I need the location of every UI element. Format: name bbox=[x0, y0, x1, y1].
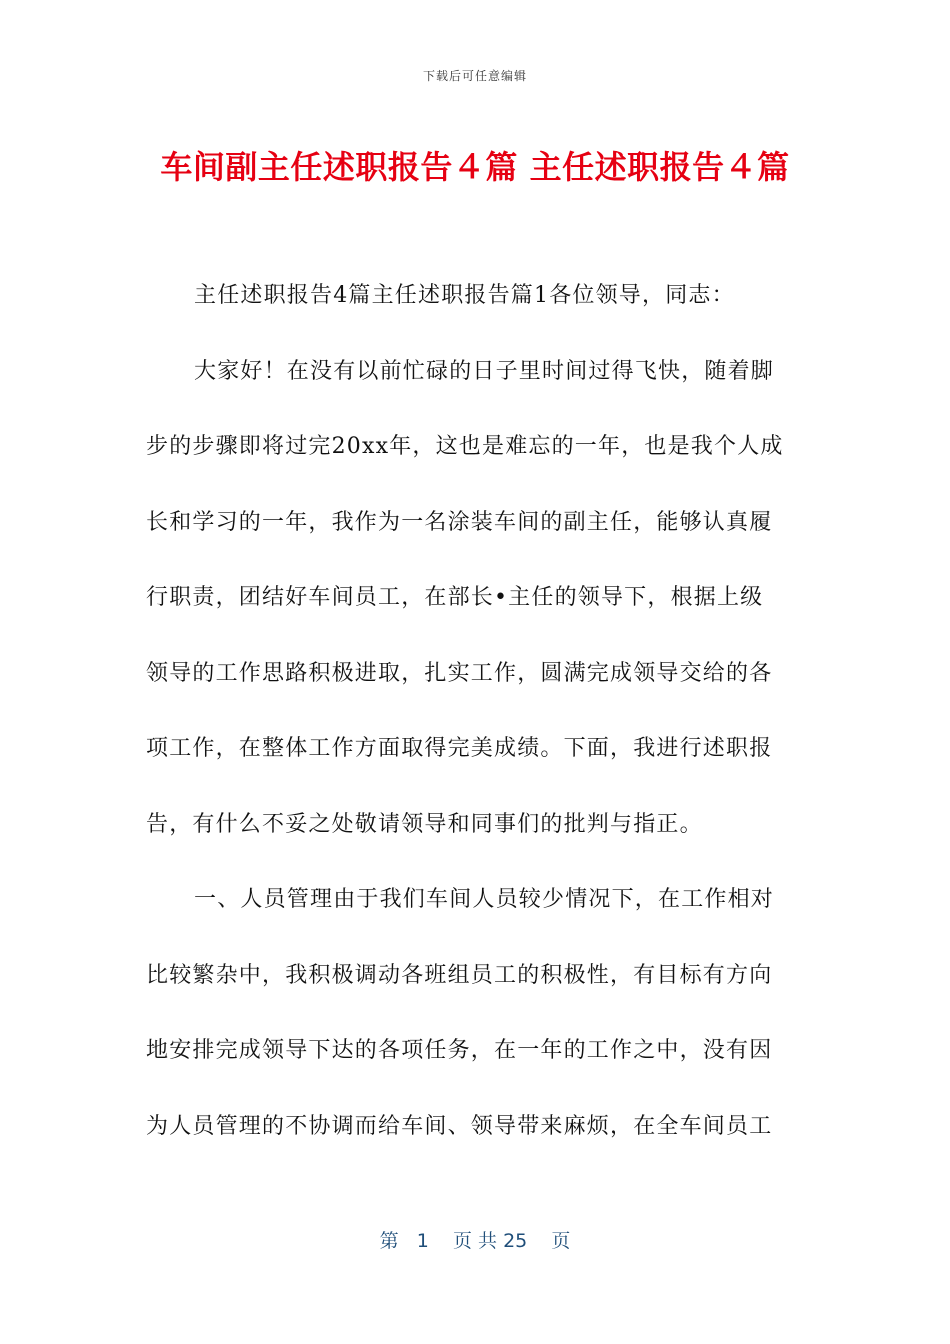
footer-page-number: 1 bbox=[416, 1230, 429, 1252]
paragraph-line: 长和学习的一年，我作为一名涂装车间的副主任，能够认真履 bbox=[146, 509, 773, 535]
paragraph bbox=[146, 262, 806, 338]
footer-total-pages: 25 bbox=[503, 1230, 528, 1252]
header-note: 下载后可任意编辑 bbox=[422, 69, 527, 83]
page-footer bbox=[0, 1226, 950, 1253]
paragraph-line: 主任述职报告4篇主任述职报告篇1各位领导，同志： bbox=[194, 283, 735, 308]
document-title: 车间副主任述职报告４篇 主任述职报告４篇 bbox=[160, 148, 790, 186]
paragraph-line: 告，有什么不妥之处敬请领导和同事们的批判与指正。 bbox=[146, 811, 703, 837]
paragraph-line: 领导的工作思路积极进取，扎实工作，圆满完成领导交给的各 bbox=[146, 660, 773, 686]
paragraph-line: 行职责，团结好车间员工，在部长•主任的领导下，根据上级 bbox=[146, 585, 764, 610]
footer-suffix: 页 bbox=[551, 1230, 571, 1252]
paragraph-line: 地安排完成领导下达的各项任务，在一年的工作之中，没有因 bbox=[146, 1038, 773, 1063]
paragraph bbox=[146, 338, 806, 867]
paragraph bbox=[146, 866, 806, 1168]
paragraph-line: 一、人员管理由于我们车间人员较少情况下，在工作相对 bbox=[194, 887, 775, 912]
paragraph-line: 比较繁杂中，我积极调动各班组员工的积极性，有目标有方向 bbox=[146, 962, 773, 988]
paragraph-line: 为人员管理的不协调而给车间、领导带来麻烦，在全车间员工 bbox=[146, 1113, 773, 1139]
paragraph-line: 步的步骤即将过完20xx年，这也是难忘的一年，也是我个人成 bbox=[146, 434, 784, 459]
document-body bbox=[146, 262, 806, 1168]
paragraph-line: 大家好！在没有以前忙碌的日子里时间过得飞快，随着脚 bbox=[194, 358, 775, 384]
paragraph-line: 项工作，在整体工作方面取得完美成绩。下面，我进行述职报 bbox=[146, 736, 773, 761]
footer-prefix: 第 bbox=[379, 1230, 399, 1252]
footer-middle: 页 共 bbox=[452, 1230, 498, 1252]
